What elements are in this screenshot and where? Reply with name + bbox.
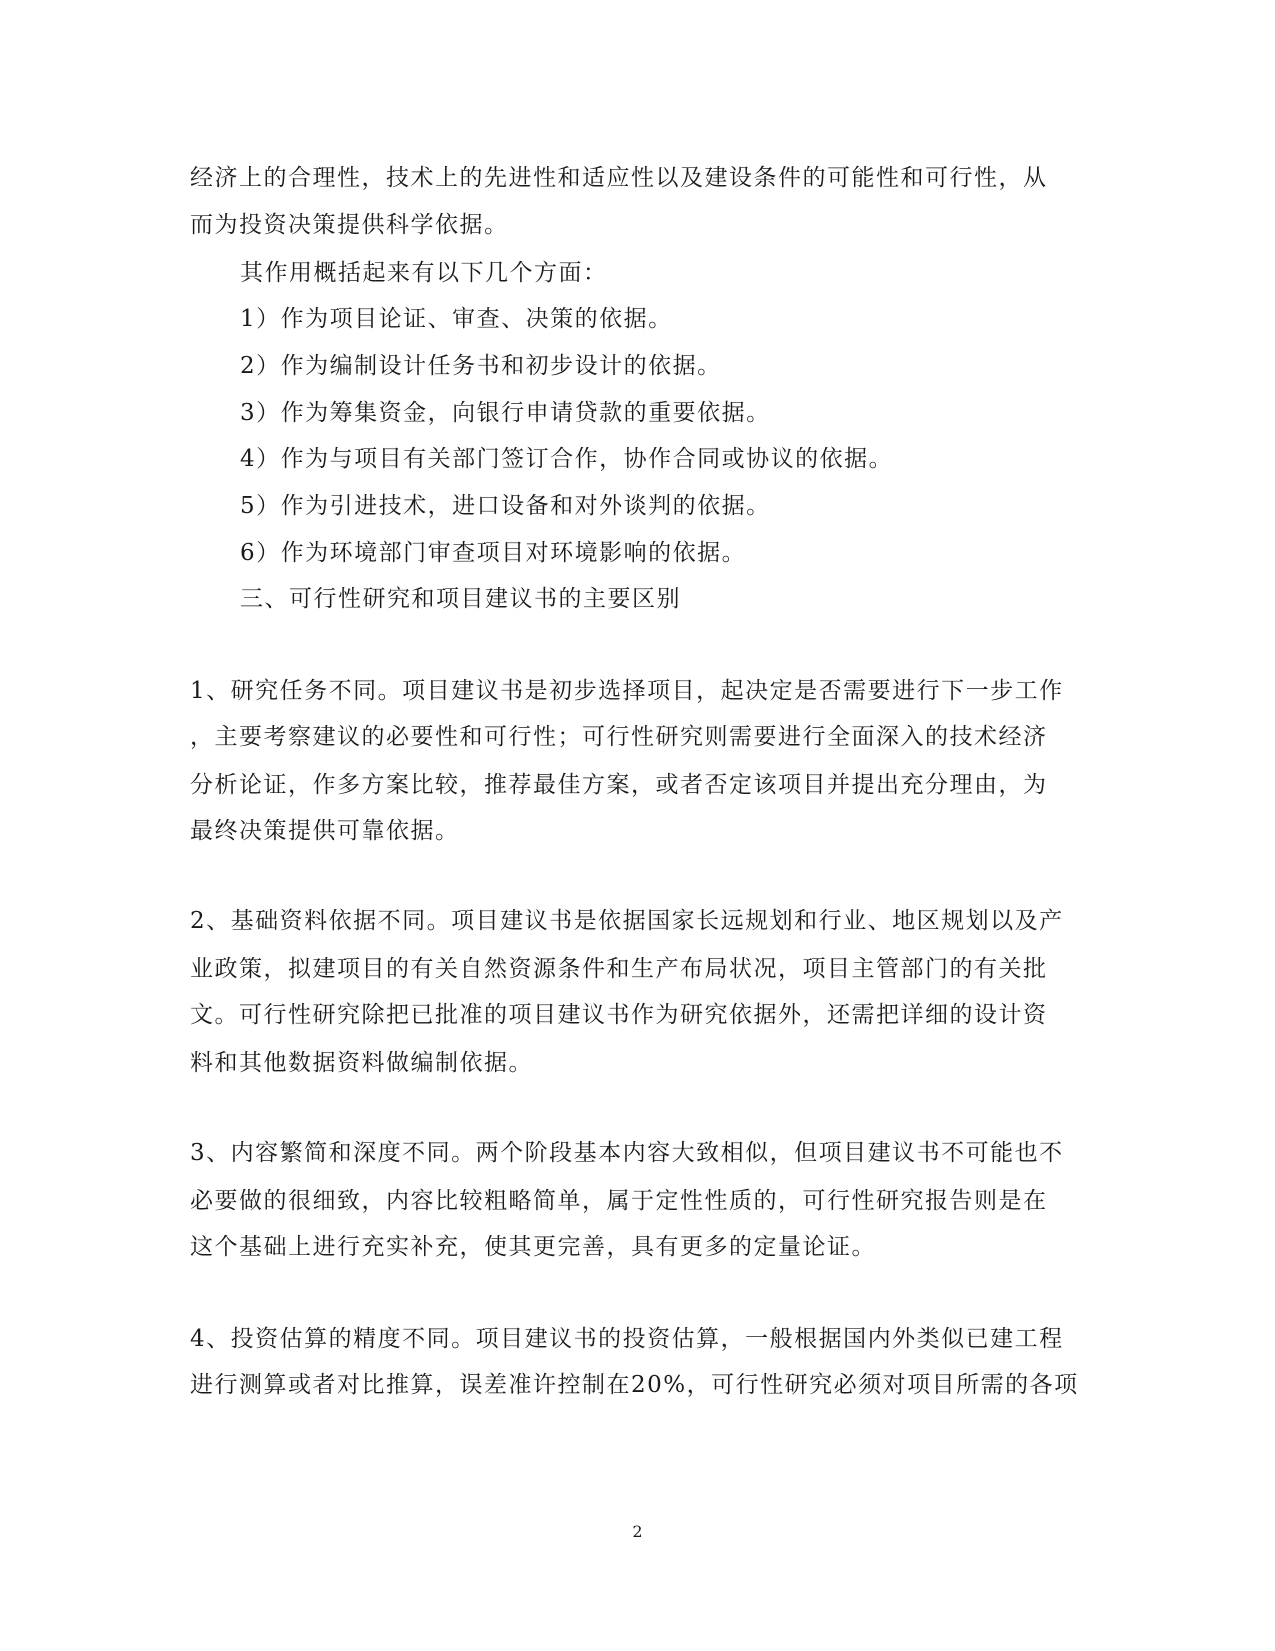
text-line: 1、研究任务不同。项目建议书是初步选择项目，起决定是否需要进行下一步工作: [190, 678, 1064, 704]
text-line: 必要做的很细致，内容比较粗略简单，属于定性性质的，可行性研究报告则是在: [190, 1188, 1048, 1214]
list-item: 4）作为与项目有关部门签订合作，协作合同或协议的依据。: [240, 446, 894, 472]
text-line: 分析论证，作多方案比较，推荐最佳方案，或者否定该项目并提出充分理由，为: [190, 772, 1048, 798]
list-item: 3）作为筹集资金，向银行申请贷款的重要依据。: [240, 400, 771, 426]
text-line: 而为投资决策提供科学依据。: [190, 212, 509, 238]
text-line: 最终决策提供可靠依据。: [190, 818, 460, 844]
section-heading: 三、可行性研究和项目建议书的主要区别: [240, 586, 681, 612]
text-line: 其作用概括起来有以下几个方面：: [240, 260, 608, 286]
text-line: 料和其他数据资料做编制依据。: [190, 1050, 533, 1076]
list-item: 1）作为项目论证、审查、决策的依据。: [240, 306, 673, 332]
text-line: 这个基础上进行充实补充，使其更完善，具有更多的定量论证。: [190, 1234, 876, 1260]
text-line: 经济上的合理性，技术上的先进性和适应性以及建设条件的可能性和可行性，从: [190, 165, 1048, 191]
text-line: 进行测算或者对比推算，误差准许控制在20%，可行性研究必须对项目所需的各项: [190, 1372, 1079, 1398]
text-line: 业政策，拟建项目的有关自然资源条件和生产布局状况，项目主管部门的有关批: [190, 956, 1048, 982]
text-line: 文。可行性研究除把已批准的项目建议书作为研究依据外，还需把详细的设计资: [190, 1002, 1048, 1028]
list-item: 6）作为环境部门审查项目对环境影响的依据。: [240, 540, 747, 566]
text-line: 4、投资估算的精度不同。项目建议书的投资估算，一般根据国内外类似已建工程: [190, 1326, 1064, 1352]
text-line: 2、基础资料依据不同。项目建议书是依据国家长远规划和行业、地区规划以及产: [190, 908, 1064, 934]
list-item: 2）作为编制设计任务书和初步设计的依据。: [240, 353, 722, 379]
text-line: ，主要考察建议的必要性和可行性；可行性研究则需要进行全面深入的技术经济: [190, 724, 1048, 750]
text-line: 3、内容繁简和深度不同。两个阶段基本内容大致相似，但项目建议书不可能也不: [190, 1140, 1064, 1166]
page-number: 2: [632, 1522, 643, 1541]
list-item: 5）作为引进技术，进口设备和对外谈判的依据。: [240, 493, 771, 519]
